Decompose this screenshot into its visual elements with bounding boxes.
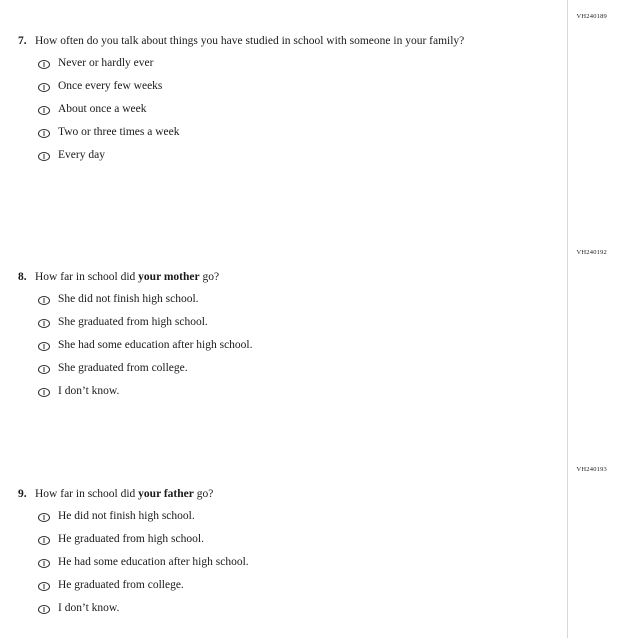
option-row[interactable] [38,532,560,546]
radio-bubble-icon[interactable] [38,106,50,115]
answer-options-8 [0,292,560,398]
option-row[interactable] [38,384,560,398]
question-number: 9. [18,488,27,500]
answer-options-9 [0,509,560,615]
question-text-emphasis: your mother [138,271,200,283]
question-row [0,270,560,285]
option-row[interactable] [38,292,560,306]
option-label: He graduated from college. [58,579,184,591]
question-text-suffix: go? [199,271,220,283]
option-label: She graduated from high school. [58,316,208,328]
option-row[interactable] [38,361,560,375]
question-text [35,270,219,285]
radio-bubble-icon[interactable] [38,152,50,161]
radio-bubble-icon[interactable] [38,319,50,328]
radio-bubble-icon[interactable] [38,536,50,545]
option-label: I don’t know. [58,602,120,614]
answer-options-7 [0,56,560,162]
question-text-prefix: How far in school did [35,271,139,283]
option-row[interactable] [38,125,560,139]
option-row[interactable] [38,555,560,569]
option-label: Never or hardly ever [58,57,154,69]
option-label: I don’t know. [58,385,120,397]
option-row[interactable] [38,79,560,93]
option-row[interactable] [38,338,560,352]
radio-bubble-icon[interactable] [38,559,50,568]
option-label: She had some education after high school. [58,339,253,351]
radio-bubble-icon[interactable] [38,365,50,374]
question-row [0,487,560,502]
radio-bubble-icon[interactable] [38,342,50,351]
option-label: Two or three times a week [58,126,180,138]
question-row [0,34,560,49]
question-block-9 [0,487,560,624]
option-label: Once every few weeks [58,80,163,92]
question-barcode-id: VH240193 [576,466,607,473]
option-label: He did not finish high school. [58,510,195,522]
option-row[interactable] [38,509,560,523]
option-label: She graduated from college. [58,362,188,374]
question-block-8 [0,270,560,407]
radio-bubble-icon[interactable] [38,296,50,305]
question-text-prefix: How far in school did [35,488,139,500]
radio-bubble-icon[interactable] [38,388,50,397]
question-number: 7. [18,35,27,47]
question-number: 8. [18,271,27,283]
option-label: Every day [58,149,105,161]
option-row[interactable] [38,56,560,70]
question-text-emphasis: your father [138,488,194,500]
option-label: About once a week [58,103,147,115]
option-row[interactable] [38,102,560,116]
radio-bubble-icon[interactable] [38,605,50,614]
radio-bubble-icon[interactable] [38,60,50,69]
radio-bubble-icon[interactable] [38,513,50,522]
radio-bubble-icon[interactable] [38,582,50,591]
question-barcode-id: VH240189 [576,13,607,20]
option-row[interactable] [38,601,560,615]
page-margin-rule [567,0,568,638]
option-row[interactable] [38,578,560,592]
question-barcode-id: VH240192 [576,249,607,256]
option-label: She did not finish high school. [58,293,199,305]
question-text: How often do you talk about things you have studied in school with someone in your family? [35,35,465,47]
question-text [35,487,213,502]
radio-bubble-icon[interactable] [38,129,50,138]
question-block-7 [0,34,560,171]
question-text-suffix: go? [193,488,214,500]
radio-bubble-icon[interactable] [38,83,50,92]
option-label: He had some education after high school. [58,556,249,568]
option-row[interactable] [38,315,560,329]
option-row[interactable] [38,148,560,162]
option-label: He graduated from high school. [58,533,204,545]
